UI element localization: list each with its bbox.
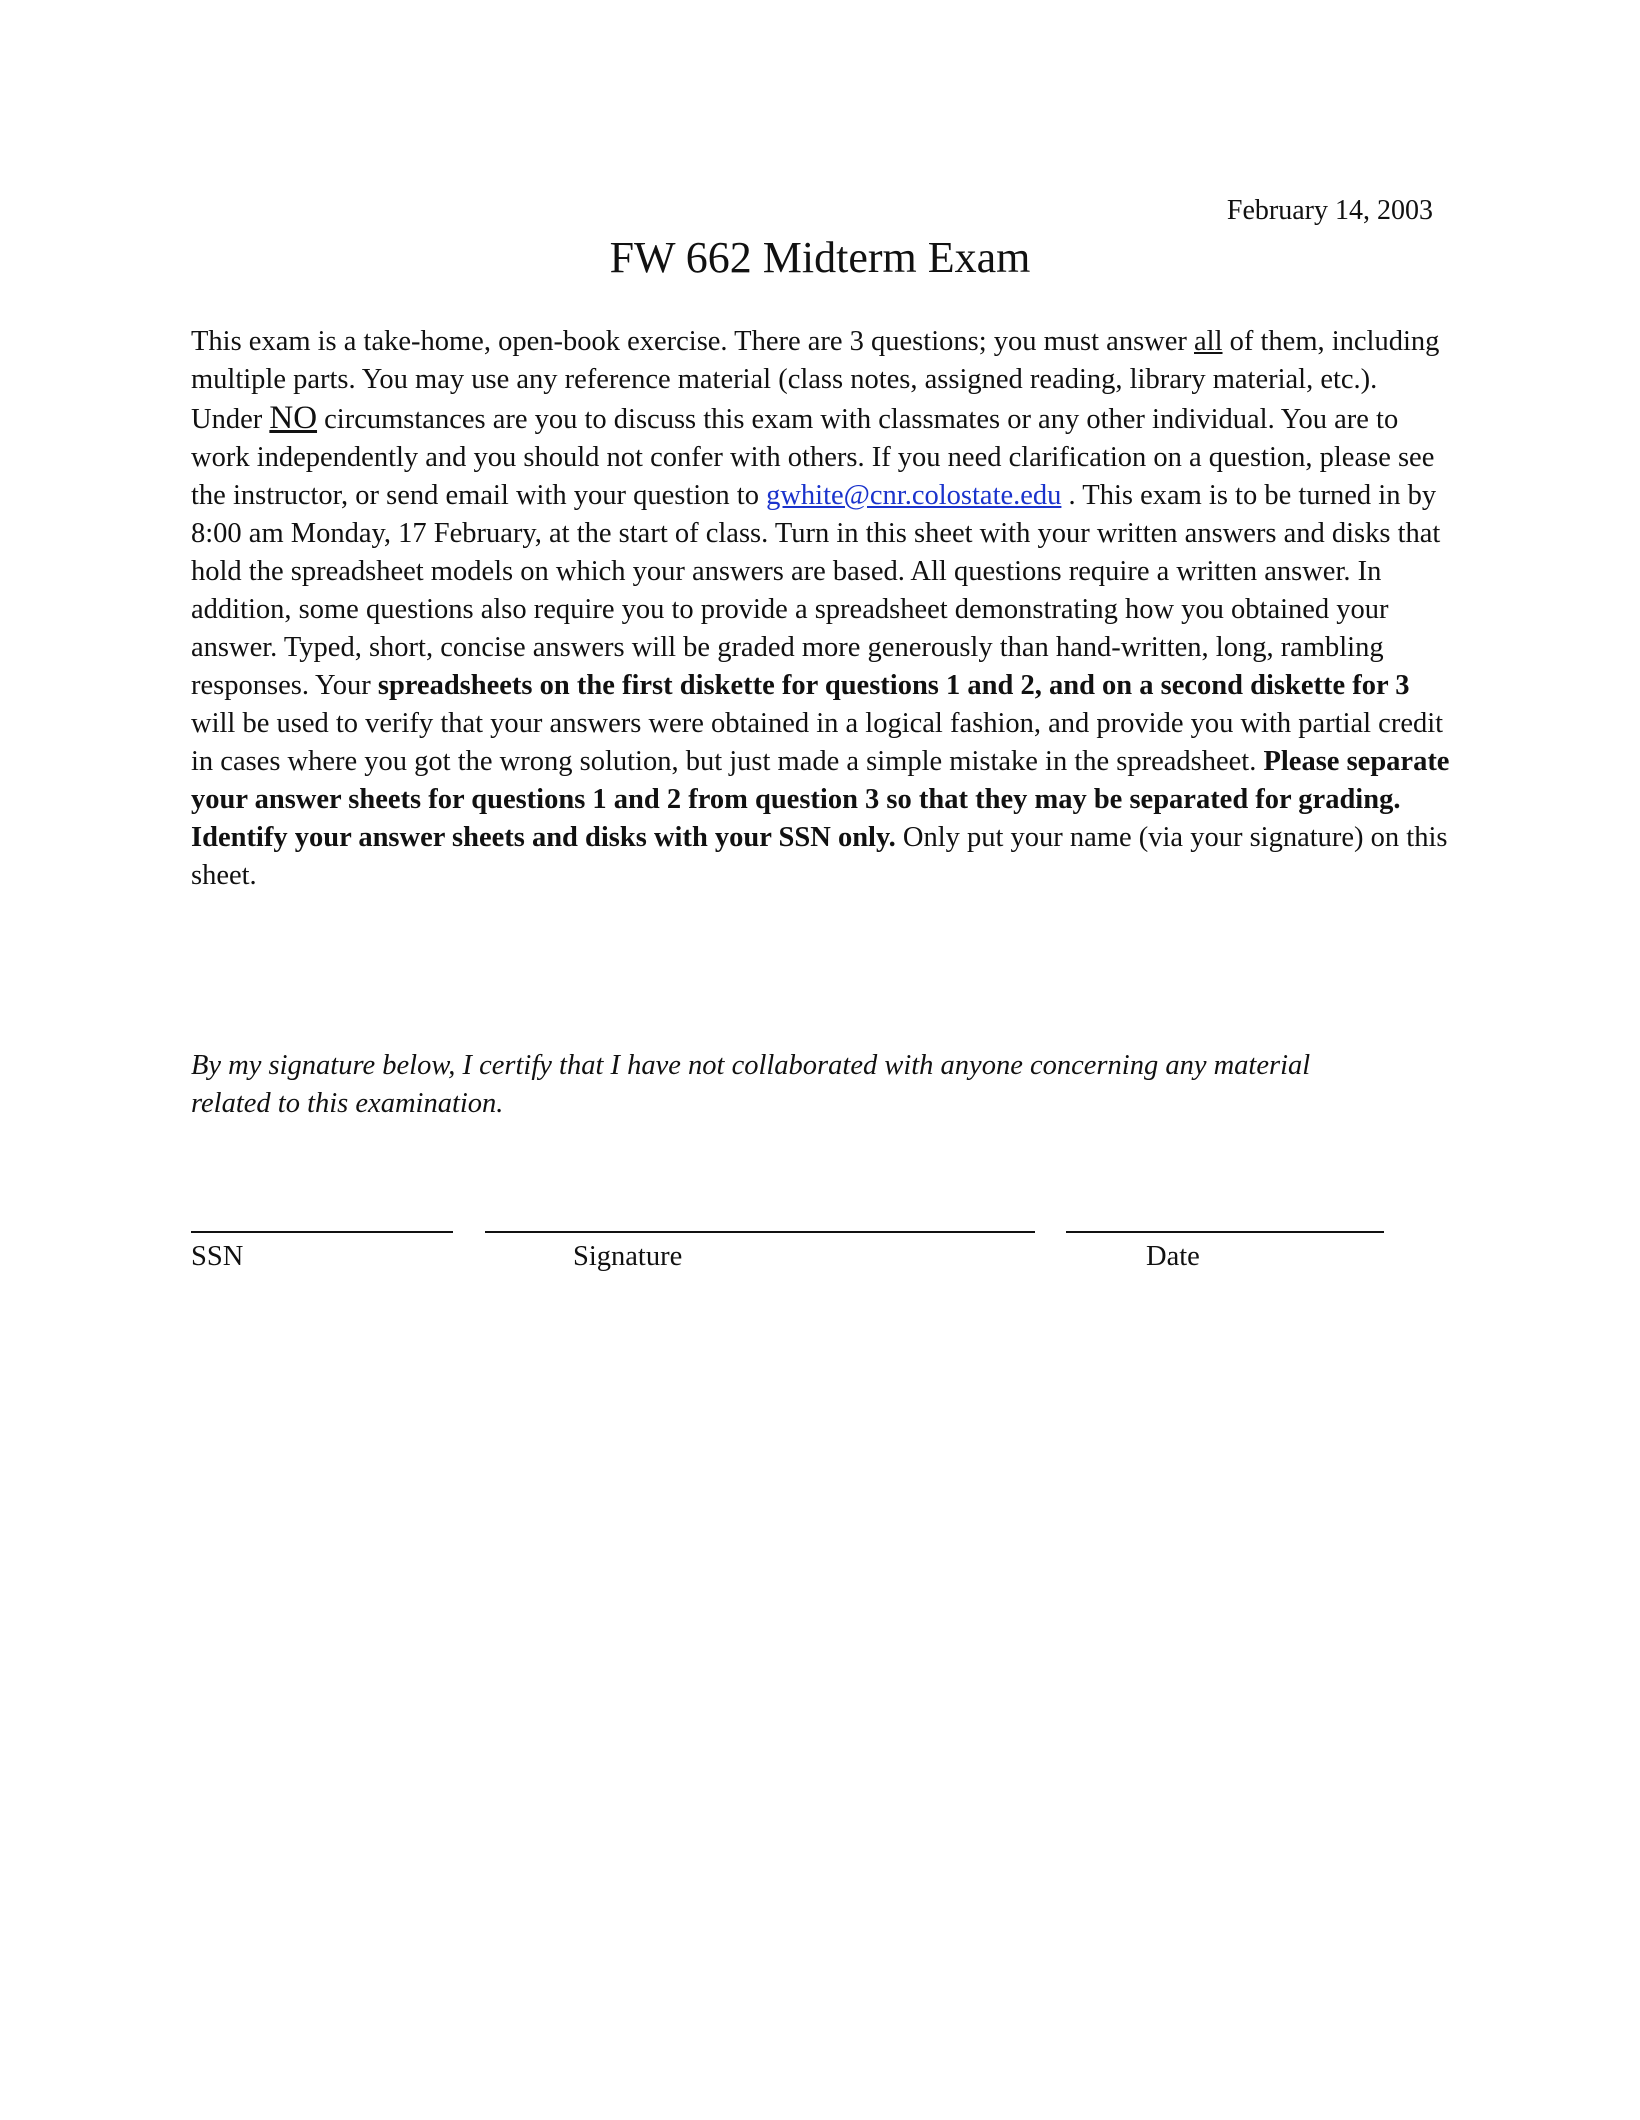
certification-statement: By my signature below, I certify that I have not collaborated with anyone concerning any material related to this examination. xyxy=(191,1050,1311,1119)
instructions-paragraph xyxy=(191,323,1451,895)
instructions-text: Only put your name (via your signature) on this sheet. xyxy=(191,822,1448,891)
instructions-text: will be used to verify that your answers were obtained in a logical fashion, and provide you with partial credit in cases where you got the wrong solution, but just made a simple mistake in the spreadsheet. xyxy=(191,708,1444,777)
diskette-instructions: spreadsheets on the first diskette for questions 1 and 2, and on a second diskette for 3 xyxy=(377,670,1410,701)
ssn-label: SSN xyxy=(191,1241,244,1272)
page-title: FW 662 Midterm Exam xyxy=(609,233,1031,282)
date-label: Date xyxy=(1146,1241,1200,1272)
emphasis-no: NO xyxy=(269,400,318,436)
instructions-text: This exam is a take-home, open-book exercise. There are 3 questions; you must answer xyxy=(191,326,1195,357)
emphasis-all: all xyxy=(1194,326,1223,357)
date-line[interactable] xyxy=(1066,1231,1384,1233)
instructor-email-link[interactable]: gwhite@cnr.colostate.edu xyxy=(766,480,1062,511)
exam-date: February 14, 2003 xyxy=(1226,195,1433,226)
signature-line[interactable] xyxy=(485,1231,1035,1233)
signature-label: Signature xyxy=(573,1241,683,1272)
ssn-line[interactable] xyxy=(191,1231,453,1233)
separation-instructions: Please separate your answer sheets for questions 1 and 2 from question 3 so that they may be separated for grading. Identify your answer sheets and disks with your SSN only. xyxy=(191,746,1450,853)
instructions-text: circumstances are you to discuss this exam with classmates or any other individual. You are to work independently and you should not confer with others. If you need clarification on a question, please see the instructor, or send email with your question to xyxy=(191,404,1435,511)
instructions-text: of them, including multiple parts. You may use any reference material (class notes, assigned reading, library material, etc.). Under xyxy=(191,326,1440,435)
instructions-text: . This exam is to be turned in by 8:00 am Monday, 17 February, at the start of class. Turn in this sheet with your written answers and disks that hold the spreadsheet models on which your answers are based. All questions require a written answer. In addition, some questions also require you to provide a spreadsheet demonstrating how you obtained your answer. Typed, short, concise answers will be graded more generously than hand-written, long, rambling responses. Your xyxy=(191,480,1441,701)
